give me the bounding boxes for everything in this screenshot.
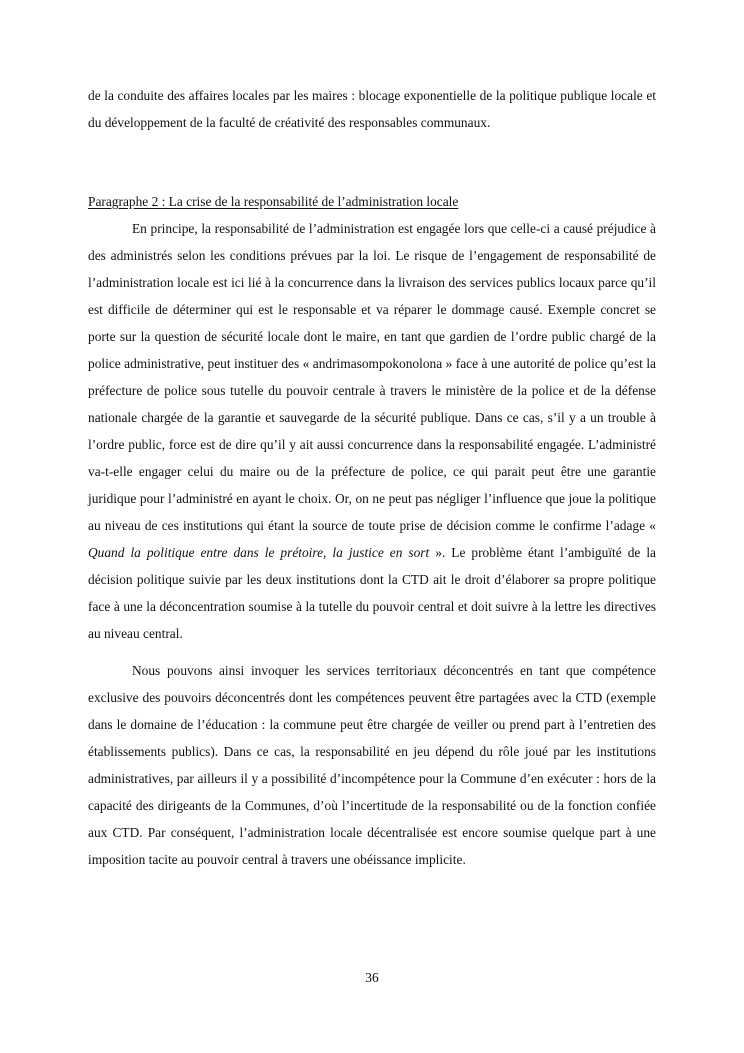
adage-quote: Quand la politique entre dans le prétoire, la justice en sort: [88, 545, 430, 560]
paragraph-1-text-end: ». Le problème étant l’ambiguïté de la décision politique suivie par les deux institutions dont la CTD ait le droit d’élaborer sa propre politique face à une la déconcentration soumise à la tutelle du pouvoir central et doit suivre à la lettre les directives au niveau central.: [88, 545, 657, 641]
section-heading: Paragraphe 2 : La crise de la responsabilité de l’administration locale: [88, 194, 459, 209]
paragraph-1-text: En principe, la responsabilité de l’administration est engagée lors que celle-ci a causé préjudice à des administrés selon les conditions prévues par la loi. Le risque de l’engagement de responsabilité de l’administration locale est ici lié à la concurrence dans la livraison des services publics locaux parce qu’il est difficile de déterminer qui est le responsable et va réparer le dommage causé. Exemple concret se porte sur la question de sécurité locale dont le maire, en tant que gardien de l’ordre public chargé de la police administrative, peut instituer des « andrimasompokonolona » face à une autorité de police qu’est la préfecture de police sous tutelle du pouvoir centrale à travers le ministère de la police et de la défense nationale chargée de la garantie et sauvegarde de la sécurité publique. Dans ce cas, s’il y a un trouble à l’ordre public, force est de dire qu’il y ait aussi concurrence dans la responsabilité engagée. L’administré va-t-elle engager celui du maire ou de la préfecture de police, ce qui parait peut être une garantie juridique pour l’administré en ayant le choix. Or, on ne peut pas négliger l’influence que joue la politique au niveau de ces institutions qui étant la source de toute prise de décision comme le confirme l’adage «: [88, 221, 656, 533]
section-heading-container: [88, 188, 656, 215]
body-paragraph-2: Nous pouvons ainsi invoquer les services territoriaux déconcentrés en tant que compétence exclusive des pouvoirs déconcentrés dont les compétences peuvent être partagées avec la CTD (exemple dans le domaine de l’éducation : la commune peut être chargée de veiller ou prend part à l’entretien des établissements publics). Dans ce cas, la responsabilité en jeu dépend du rôle joué par les institutions administratives, par ailleurs il y a possibilité d’incompétence pour la Commune d’en exécuter : hors de la capacité des dirigeants de la Communes, d’où l’incertitude de la responsabilité ou de la fonction confiée aux CTD. Par conséquent, l’administration locale décentralisée est encore soumise quelque part à une imposition tacite au pouvoir central à travers une obéissance implicite.: [88, 663, 656, 867]
document-page: [88, 82, 656, 873]
intro-paragraph: de la conduite des affaires locales par les maires : blocage exponentielle de la politique publique locale et du développement de la faculté de créativité des responsables communaux.: [88, 88, 656, 130]
body-paragraph-1: [88, 215, 656, 647]
page-number: 36: [365, 970, 379, 985]
